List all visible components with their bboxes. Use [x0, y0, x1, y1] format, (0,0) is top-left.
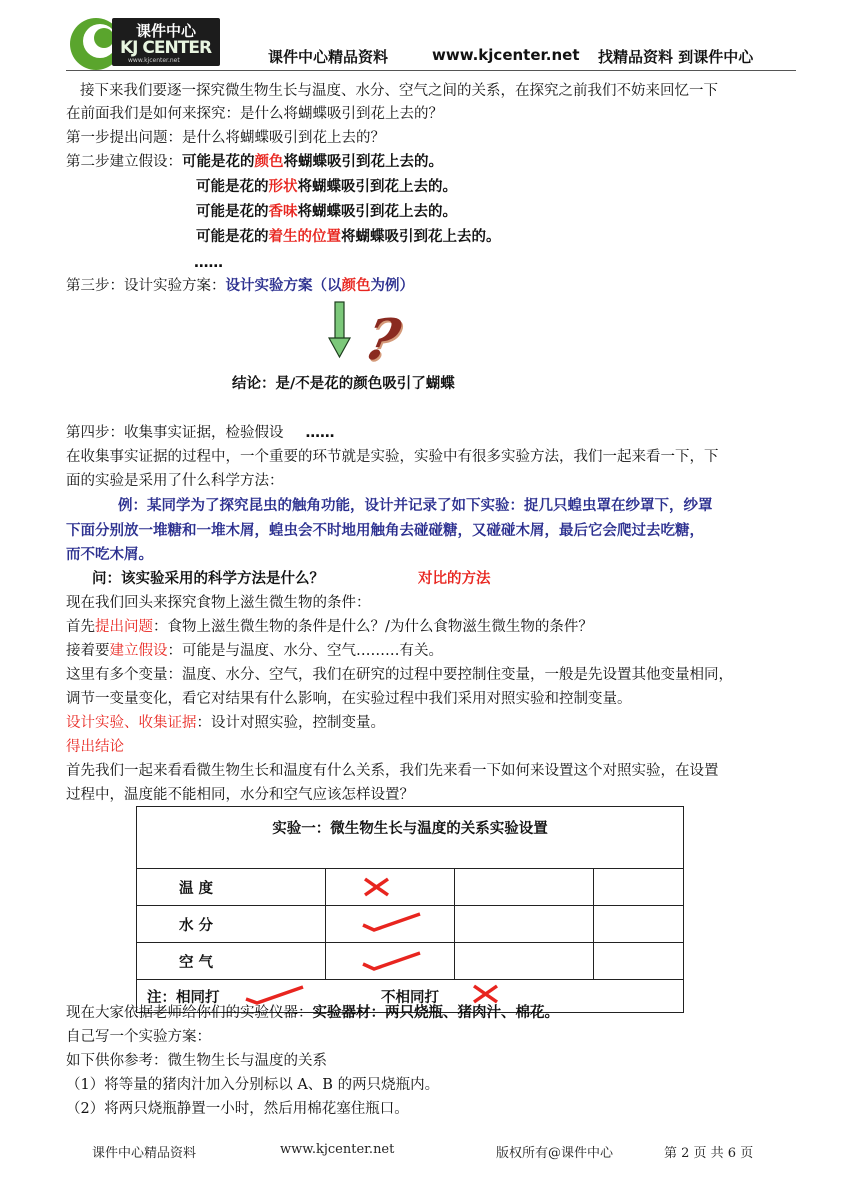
question-mark-icon: ? [358, 307, 406, 373]
section-line9: 过程中，温度能不能相同，水分和空气应该怎样设置？ [66, 787, 414, 803]
table-row [137, 943, 684, 980]
footer-url[interactable]: www.kjcenter.net [280, 1142, 395, 1157]
step3-label: 第三步：设计实验方案： [66, 278, 226, 294]
section-line1: 现在我们回头来探究食物上滋生微生物的条件： [66, 595, 371, 611]
step2-label: 第二步建立假设： [66, 154, 182, 170]
after-line4: （1）将等量的猪肉汁加入分别标以 A、B 的两只烧瓶内。 [66, 1077, 440, 1093]
logo-title: 课件中心 [136, 22, 197, 40]
header-title: 课件中心精品资料 [268, 48, 389, 66]
section-line6: 设计实验、收集证据：设计对照实验，控制变量。 [66, 715, 385, 731]
example-line2: 下面分别放一堆糖和一堆木屑，蝗虫会不时地用触角去碰碰糖，又碰碰木屑，最后它会爬过去吃糖， [66, 523, 704, 539]
section-line4: 这里有多个变量：温度、水分、空气，我们在研究的过程中要控制住变量，一般是先设置其他变量相同， [66, 667, 733, 683]
header-slogan: 找精品资料 到课件中心 [598, 48, 754, 66]
note-same: 注：相同打 [147, 990, 220, 1006]
logo-url: www.kjcenter.net [128, 57, 180, 64]
down-arrow-icon [328, 300, 352, 360]
table-row [137, 869, 684, 906]
hypothesis-4: 可能是花的着生的位置将蝴蝶吸引到花上去的。 [196, 229, 501, 245]
step1-text: 第一步提出问题：是什么将蝴蝶吸引到花上去的？ [66, 130, 385, 146]
logo-subtitle: KJ CENTER [120, 38, 212, 58]
footer-page: 第 2 页 共 6 页 [664, 1146, 754, 1161]
check-icon [360, 910, 424, 934]
section-line5: 调节一变量变化，看它对结果有什么影响，在实验过程中我们采用对照实验和控制变量。 [66, 691, 632, 707]
example-line3: 而不吃木屑。 [66, 547, 153, 563]
footer-copyright: 版权所有@课件中心 [496, 1146, 614, 1161]
note-diff: 不相同打 [381, 990, 439, 1006]
cell-water-mark [326, 906, 455, 943]
question-label: 问：该实验采用的科学方法是什么？ [92, 571, 324, 587]
cell-temperature-mark [326, 869, 455, 906]
section-line2: 首先提出问题：食物上滋生微生物的条件是什么？/为什么食物滋生微生物的条件？ [66, 619, 593, 635]
after-line2: 自己写一个实验方案： [66, 1029, 211, 1045]
intro-para-line1: 接下来我们要逐一探究微生物生长与温度、水分、空气之间的关系，在探究之前我们不妨来回忆一下 [80, 83, 718, 99]
step4-line: 第四步：收集事实证据，检验假设 …… [66, 425, 335, 441]
para2-line1: 在收集事实证据的过程中，一个重要的环节就是实验，实验中有很多实验方法，我们一起来看一下，下 [66, 449, 719, 465]
intro-para-line2: 在前面我们是如何来探究：是什么将蝴蝶吸引到花上去的？ [66, 106, 443, 122]
step3-line [66, 275, 414, 297]
section-line7: 得出结论 [66, 739, 124, 755]
hypothesis-ellipsis: …… [194, 255, 223, 271]
after-line3: 如下供你参考：微生物生长与温度的关系 [66, 1053, 327, 1069]
footer-left: 课件中心精品资料 [92, 1146, 197, 1161]
example-line1: 例：某同学为了探究昆虫的触角功能，设计并记录了如下实验：捉几只蝗虫罩在纱罩下，纱罩 [118, 498, 713, 514]
table-row [137, 906, 684, 943]
table-title: 实验一：微生物生长与温度的关系实验设置 [137, 807, 684, 869]
section-line8: 首先我们一起来看看微生物生长和温度有什么关系，我们先来看一下如何来设置这个对照实验，在设置 [66, 763, 719, 779]
cell-air-mark [326, 943, 455, 980]
experiment-table [136, 806, 684, 1013]
question-answer: 对比的方法 [418, 571, 491, 587]
header-url[interactable]: www.kjcenter.net [432, 46, 580, 64]
hypothesis-1: 可能是花的颜色将蝴蝶吸引到花上去的。 [182, 154, 443, 170]
hypothesis-3: 可能是花的香味将蝴蝶吸引到花上去的。 [196, 204, 457, 220]
step2-line [66, 151, 443, 173]
after-line5: （2）将两只烧瓶静置一小时，然后用棉花塞住瓶口。 [66, 1101, 409, 1117]
conclusion-text: 结论：是/不是花的颜色吸引了蝴蝶 [232, 376, 455, 392]
section-line3: 接着要建立假设：可能是与温度、水分、空气………有关。 [66, 643, 443, 659]
row-label-air: 空 气 [137, 943, 326, 980]
hypothesis-2: 可能是花的形状将蝴蝶吸引到花上去的。 [196, 179, 457, 195]
cross-icon [362, 876, 392, 898]
check-icon [360, 949, 424, 973]
after-line1: 现在大家依据老师给你们的实验仪器：实验器材：两只烧瓶、猪肉汁、棉花。 [66, 1005, 559, 1021]
step3-plan: 设计实验方案（以颜色为例） [225, 278, 414, 294]
row-label-temperature: 温 度 [137, 869, 326, 906]
header-divider [66, 70, 796, 71]
row-label-water: 水 分 [137, 906, 326, 943]
para2-line2: 面的实验是采用了什么科学方法： [66, 473, 284, 489]
